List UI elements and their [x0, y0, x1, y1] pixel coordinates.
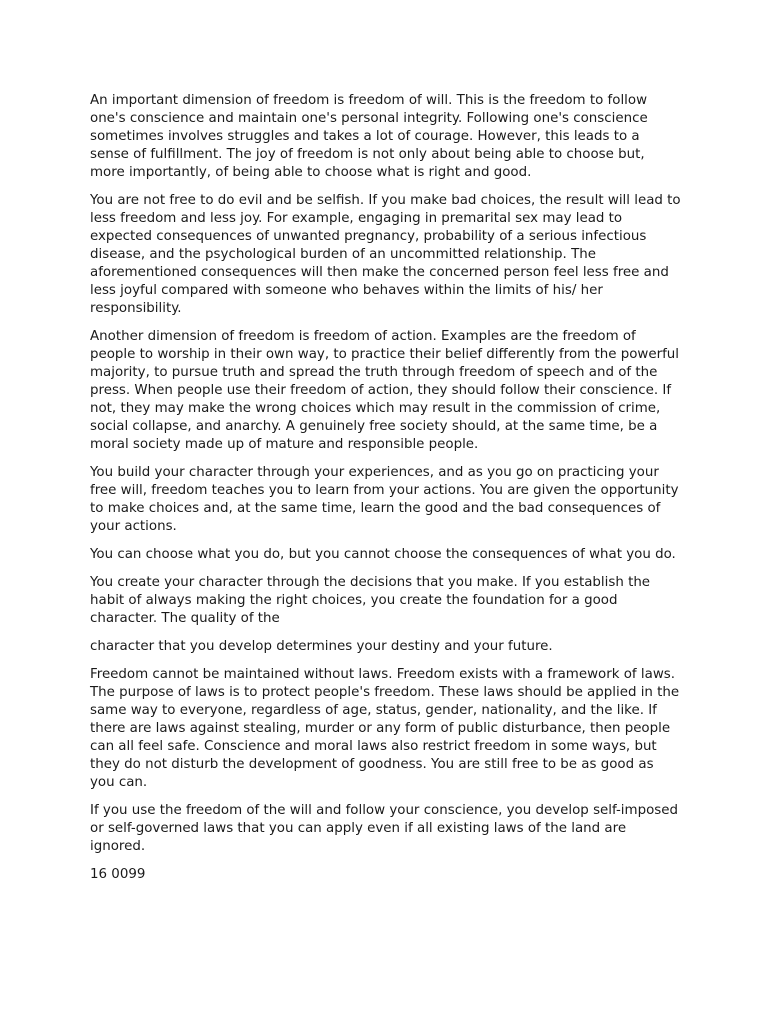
- paragraph-build-character: You build your character through your experiences, and as you go on practicing your free will, freedom teaches you to learn from your actions. You are given the opportunity to make choices and, at the same time, learn the good and the bad consequences of your actions.: [90, 465, 679, 534]
- document-page: [90, 92, 682, 884]
- paragraph-create-character: You create your character through the decisions that you make. If you establish the habit of always making the right choices, you create the foundation for a good character. The quality of the: [90, 575, 651, 626]
- paragraph-freedom-of-will: An important dimension of freedom is freedom of will. This is the freedom to follow one's conscience and maintain one's personal integrity. Following one's conscience sometimes involves struggles and takes a lot of courage. However, this leads to a sense of fulfillment. The joy of freedom is not only about being able to choose but, more importantly, of being able to choose what is right and good.: [90, 93, 648, 180]
- paragraph-freedom-and-laws: Freedom cannot be maintained without laws. Freedom exists with a framework of laws. The purpose of laws is to protect people's freedom. These laws should be applied in the same way to everyone, regardless of age, status, gender, nationality, and the like. If there are laws against stealing, murder or any form of public disturbance, then people can all feel safe. Conscience and moral laws also restrict freedom in some ways, but they do not disturb the development of goodness. You are still free to be as good as you can.: [90, 667, 680, 790]
- page-code: 16 0099: [90, 867, 146, 882]
- paragraph-choose-consequences: You can choose what you do, but you cannot choose the consequences of what you do.: [90, 547, 676, 562]
- paragraph-character-destiny: character that you develop determines your destiny and your future.: [90, 639, 553, 654]
- paragraph-freedom-of-action: Another dimension of freedom is freedom of action. Examples are the freedom of people to worship in their own way, to practice their belief differently from the powerful majority, to pursue truth and spread the truth through freedom of speech and of the press. When people use their freedom of action, they should follow their conscience. If not, they may make the wrong choices which may result in the commission of crime, social collapse, and anarchy. A genuinely free society should, at the same time, be a moral society made up of mature and responsible people.: [90, 329, 680, 452]
- paragraph-self-governed-laws: If you use the freedom of the will and follow your conscience, you develop self-imposed or self-governed laws that you can apply even if all existing laws of the land are ignored.: [90, 803, 678, 854]
- paragraph-not-free-to-do-evil: You are not free to do evil and be selfish. If you make bad choices, the result will lead to less freedom and less joy. For example, engaging in premarital sex may lead to expected consequences of unwanted pregnancy, probability of a serious infectious disease, and the psychological burden of an uncommitted relationship. The aforementioned consequences will then make the concerned person feel less free and less joyful compared with someone who behaves within the limits of his/ her responsibility.: [90, 193, 681, 316]
